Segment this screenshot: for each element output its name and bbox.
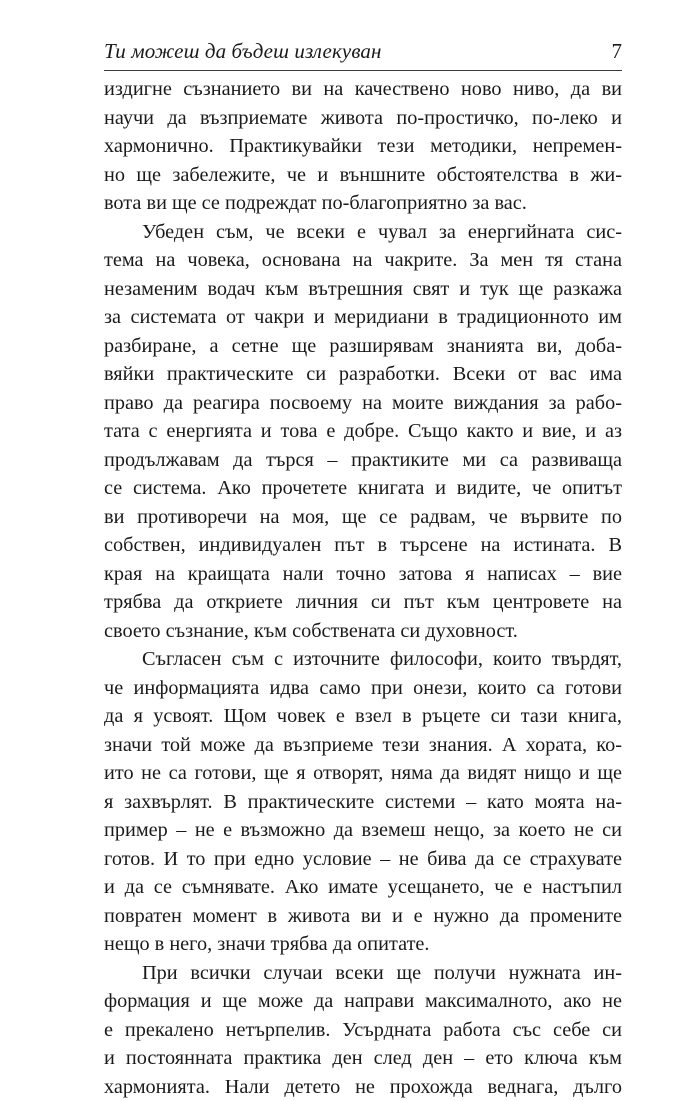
text-line: незаменим водач към вътрешния свят и тук ще разкажа	[104, 275, 622, 304]
text-line: вота ви ще се подреждат по-благоприятно за вас.	[104, 189, 622, 218]
text-line: ито не са готови, ще я отворят, няма да видят нищо и ще	[104, 759, 622, 788]
text-line: собствен, индивидуален път в търсене на истината. В	[104, 531, 622, 560]
paragraph-3	[104, 645, 622, 959]
text-line: хармонично. Практикувайки тези методики, непремен-	[104, 132, 622, 161]
text-line: е прекалено нетърпелив. Усърдната работа със себе си	[104, 1016, 622, 1045]
text-line: Убеден съм, че всеки е чувал за енергийната сис-	[104, 218, 622, 247]
text-line: продължавам да търся – практиките ми са развиваща	[104, 446, 622, 475]
body-text	[104, 75, 622, 1101]
text-line: края на краищата нали точно затова я написах – вие	[104, 560, 622, 589]
running-title: Ти можеш да бъдеш излекуван	[104, 38, 382, 64]
text-line: повратен момент в живота ви и е нужно да промените	[104, 902, 622, 931]
text-line: се система. Ако прочетете книгата и видите, че опитът	[104, 474, 622, 503]
text-line: вяйки практическите си разработки. Всеки от вас има	[104, 360, 622, 389]
paragraph-1	[104, 75, 622, 218]
text-line: ви противоречи на моя, ще се радвам, че вървите по	[104, 503, 622, 532]
text-line: издигне съзнанието ви на качествено ново ниво, да ви	[104, 75, 622, 104]
text-line: формация и ще може да направи максималното, ако не	[104, 987, 622, 1016]
paragraph-4	[104, 959, 622, 1101]
book-page	[104, 36, 622, 1101]
paragraph-2	[104, 218, 622, 646]
text-line: я захвърлят. В практическите системи – като моята на-	[104, 788, 622, 817]
text-line: за системата от чакри и меридиани в традиционното им	[104, 303, 622, 332]
running-header	[104, 36, 622, 71]
text-line: да я усвоят. Щом човек е взел в ръцете си тази книга,	[104, 702, 622, 731]
text-line: и постоянната практика ден след ден – ето ключа към	[104, 1044, 622, 1073]
text-line: и да се съмнявате. Ако имате усещането, че е настъпил	[104, 873, 622, 902]
page-number: 7	[612, 38, 623, 64]
text-line: При всички случаи всеки ще получи нужната ин-	[104, 959, 622, 988]
text-line: готов. И то при едно условие – не бива да се страхувате	[104, 845, 622, 874]
text-line: научи да възприемате живота по-простичко, по-леко и	[104, 104, 622, 133]
text-line: своето съзнание, към собствената си духовност.	[104, 617, 622, 646]
text-line: пример – не е възможно да вземеш нещо, за което не си	[104, 816, 622, 845]
text-line: тата с енергията и това е добре. Също както и вие, и аз	[104, 417, 622, 446]
text-line: трябва да откриете личния си път към центровете на	[104, 588, 622, 617]
text-line: Съгласен съм с източните философи, които твърдят,	[104, 645, 622, 674]
text-line: тема на човека, основана на чакрите. За мен тя стана	[104, 246, 622, 275]
text-line: значи той може да възприеме тези знания. А хората, ко-	[104, 731, 622, 760]
text-line: хармонията. Нали детето не прохожда веднага, дълго	[104, 1073, 622, 1101]
text-line: но ще забележите, че и външните обстоятелства в жи-	[104, 161, 622, 190]
text-line: право да реагира посвоему на моите виждания за рабо-	[104, 389, 622, 418]
text-line: че информацията идва само при онези, които са готови	[104, 674, 622, 703]
text-line: нещо в него, значи трябва да опитате.	[104, 930, 622, 959]
text-line: разбиране, а сетне ще разширявам знанията ви, доба-	[104, 332, 622, 361]
